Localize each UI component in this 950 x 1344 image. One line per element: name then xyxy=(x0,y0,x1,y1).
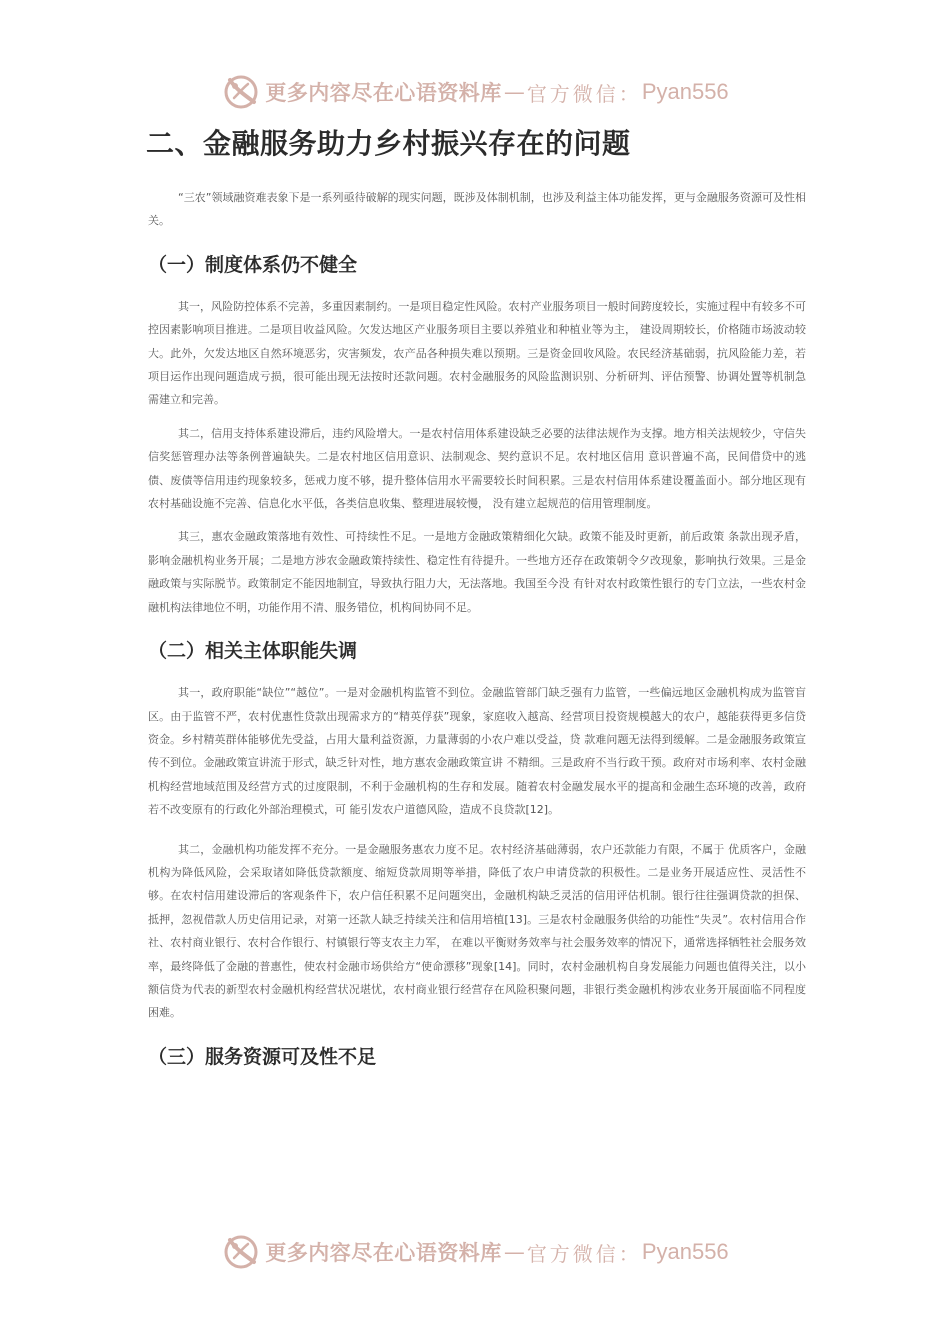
section-heading-1: （一）制度体系仍不健全 xyxy=(148,253,358,276)
logo-icon xyxy=(221,1232,261,1272)
intro-paragraph: “三农”领域融资难表象下是一系列亟待破解的现实问题，既涉及体制机制，也涉及利益主体功能发挥，更与金融服务资源可及性相关。 xyxy=(148,191,806,228)
banner-wechat-label: 官方微信： xyxy=(526,1241,642,1266)
banner-text: 更多内容尽在心语资料库 xyxy=(265,80,502,105)
section-heading-3: （三）服务资源可及性不足 xyxy=(148,1045,377,1068)
paragraph: 其一，政府职能“缺位”“越位”。一是对金融机构监管不到位。金融监管部门缺乏强有力监管，一些偏远地区金融机构成为监管盲区。由于监管不严，农村优惠性贷款出现需求方的“精英俘获”现象，家庭收入越高、经营项目投资规模越大的农户，越能获得更多信贷资金。乡村精英群体能够优先受益，占用大量利益资源，力量薄弱的小农户难以受益，贷 款难问题无法得到缓解。二是金融服务政策宣传不到位。金融政策宣讲流于形式，缺乏针对性，地方惠农金融政策宣讲 不精细。三是政府不当行政干预。政府对市场利率、农村金融机构经营地域范围及经营方式的过度限制，不利于金融机构的生存和发展。随着农村金融发展水平的提高和金融生态环境的改善，政府若不改变原有的行政化外部治理模式，可 能引发农户道德风险，造成不良贷款[12]。 xyxy=(148,686,806,817)
paragraph: 其三，惠农金融政策落地有效性、可持续性不足。一是地方金融政策精细化欠缺。政策不能及时更新，前后政策 条款出现矛盾，影响金融机构业务开展；二是地方涉农金融政策持续性、稳定性有待提升。一些地方还存在政策朝令夕改现象，影响执行效果。三是金融政策与实际脱节。政策制定不能因地制宜，导致执行阻力大，无法落地。我国至今没 有针对农村政策性银行的专门立法，一些农村金融机构法律地位不明，功能作用不清、服务错位，机构间协同不足。 xyxy=(148,530,806,614)
section-heading-2: （二）相关主体职能失调 xyxy=(148,640,358,663)
banner-separator: — xyxy=(503,80,525,104)
banner-separator: — xyxy=(503,1240,525,1264)
header-banner xyxy=(0,72,950,112)
banner-wechat-id: Pyan556 xyxy=(641,79,729,104)
footer-banner xyxy=(0,1232,950,1272)
paragraph: 其一，风险防控体系不完善，多重因素制约。一是项目稳定性风险。农村产业服务项目一般时间跨度较长，实施过程中有较多不可控因素影响项目推进。二是项目收益风险。欠发达地区产业服务项目主要以养殖业和种植业等为主， 建设周期较长，价格随市场波动较大。此外，欠发达地区自然环境恶劣，灾害频发，农产品各种损失难以预期。三是资金回收风险。农民经济基础弱，抗风险能力差，若项目运作出现问题造成亏损，很可能出现无法按时还款问题。农村金融服务的风险监测识别、分析研判、评估预警、协调处置等机制急需建立和完善。 xyxy=(148,299,806,407)
logo-icon xyxy=(221,72,261,112)
banner-wechat-label: 官方微信： xyxy=(526,81,642,106)
paragraph: 其二，信用支持体系建设滞后，违约风险增大。一是农村信用体系建设缺乏必要的法律法规作为支撑。地方相关法规较少，守信失信奖惩管理办法等条例普遍缺失。二是农村地区信用意识、法制观念、契约意识不足。农村地区信用 意识普遍不高，民间借贷中的逃债、废债等信用违约现象较多，惩戒力度不够，提升整体信用水平需要较长时间积累。三是农村信用体系建设覆盖面小。部分地区现有农村基础设施不完善、信息化水平低，各类信息收集、整理进展较慢， 没有建立起规范的信用管理制度。 xyxy=(148,426,806,511)
banner-wechat-id: Pyan556 xyxy=(641,1239,729,1264)
banner-text: 更多内容尽在心语资料库 xyxy=(265,1240,502,1265)
document-body xyxy=(148,124,806,1087)
page-title: 二、金融服务助力乡村振兴存在的问题 xyxy=(146,127,631,160)
paragraph: 其二，金融机构功能发挥不充分。一是金融服务惠农力度不足。农村经济基础薄弱，农户还款能力有限，不属于 优质客户，金融机构为降低风险，会采取诸如降低贷款额度、缩短贷款周期等举措，降低了农户申请贷款的积极性。二是业务开展适应性、灵活性不够。在农村信用建设滞后的客观条件下，农户信任积累不足问题突出，金融机构缺乏灵活的信用评估机制。银行往往强调贷款的担保、抵押，忽视借款人历史信用记录，对第一还款人缺乏持续关注和信用培植[13]。三是农村金融服务供给的功能性“失灵”。农村信用合作社、农村商业银行、农村合作银行、村镇银行等支农主力军， 在难以平衡财务效率与社会服务效率的情况下，通常选择牺牲社会服务效率，最终降低了金融的普惠性，使农村金融市场供给方“使命漂移”现象[14]。同时，农村金融机构自身发展能力问题也值得关注，以小额信贷为代表的新型农村金融机构经营状况堪忧，农村商业银行经营存在风险积聚问题，非银行类金融机构涉农业务开展面临不同程度困难。 xyxy=(148,842,806,1020)
